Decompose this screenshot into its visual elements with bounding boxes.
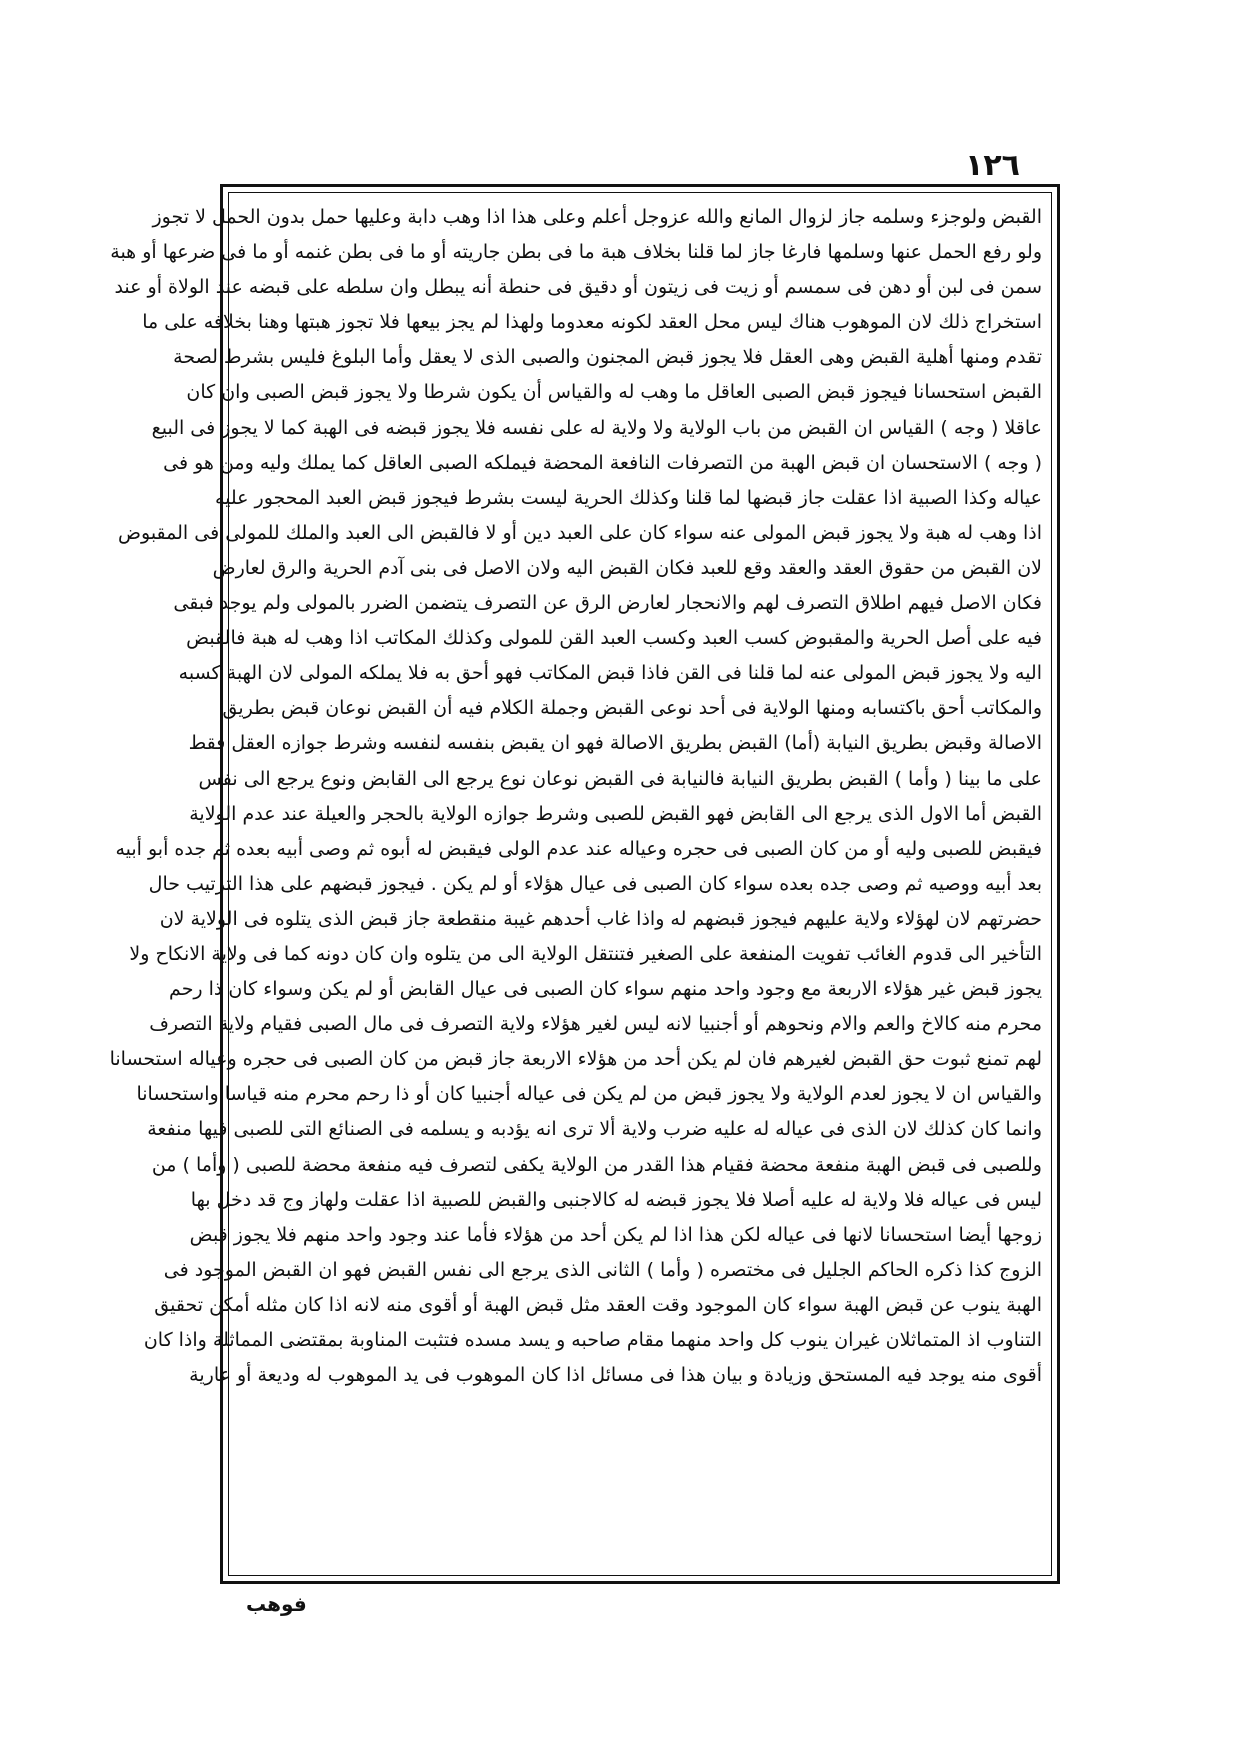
text-line: سمن فى لبن أو دهن فى سمسم أو زيت فى زيتون أو دقيق فى حنطة أنه يبطل وان سلطه على قبضه عند الولاة أو عند: [114, 276, 1042, 299]
catchword: فوهب: [246, 1592, 307, 1616]
text-line: لان القبض من حقوق العقد والعقد وقع للعبد فكان القبض اليه ولان الاصل فى بنى آدم الحرية والرق لعارض: [212, 556, 1042, 579]
text-line: أقوى منه يوجد فيه المستحق وزيادة و بيان هذا فى مسائل اذا كان الموهوب فى يد الموهوب له وديعة أو عارية: [189, 1364, 1042, 1387]
text-line: وللصبى فى قبض الهبة منفعة محضة فقيام هذا القدر من الولاية يكفى لتصرف فيه منفعة محضة للصبى ( وأما ) من: [151, 1153, 1042, 1176]
text-line: وانما كان كذلك لان الذى فى عياله له عليه ضرب ولاية ألا ترى انه يؤدبه و يسلمه فى الصنائع التى للصبى فيها منفعة: [147, 1118, 1042, 1141]
text-line: على ما بينا ( وأما ) القبض بطريق النيابة فالنيابة فى القبض نوعان نوع يرجع الى القابض ونوع يرجع الى نفس: [198, 767, 1042, 790]
text-line: يجوز قبض غير هؤلاء الاربعة مع وجود واحد منهم سواء كان الصبى فى عيال القابض أو لم يكن وسواء كان ذا رحم: [169, 978, 1042, 1001]
text-line: القبض استحسانا فيجوز قبض الصبى العاقل ما وهب له والقياس أن يكون شرطا ولا يجوز قبض الصبى وان كان: [186, 381, 1042, 404]
text-line: والمكاتب أحق باكتسابه ومنها الولاية فى أحد نوعى القبض وجملة الكلام فيه أن القبض نوعان قبض بطريق: [222, 697, 1042, 720]
page-number: ١٢٦: [965, 148, 1020, 183]
text-line: الزوج كذا ذكره الحاكم الجليل فى مختصره ( وأما ) الثانى الذى يرجع الى نفس القبض فهو ان القبض الموجود فى: [163, 1258, 1042, 1281]
text-line: التأخير الى قدوم الغائب تفويت المنفعة على الصغير فتنتقل الولاية الى من يتلوه وان كان دونه كما فى ولاية الانكاح ولا: [129, 942, 1042, 965]
text-line: القبض أما الاول الذى يرجع الى القابض فهو القبض للصبى وشرط جوازه الولاية بالحجر والعيلة عند عدم الولاية: [189, 802, 1042, 825]
text-line: بعد أبيه ووصيه ثم وصى جده بعده سواء كان الصبى فى عيال هؤلاء أو لم يكن . فيجوز قبضهم على هذا الترتيب حال: [148, 872, 1042, 895]
text-line: اليه ولا يجوز قبض المولى عنه لما قلنا فى القن فاذا قبض المكاتب فهو أحق به فلا يملكه المولى لان الهبة كسبه: [178, 662, 1042, 685]
text-line: فكان الاصل فيهم اطلاق التصرف لهم والانحجار لعارض الرق عن التصرف يتضمن الضرر بالمولى ولم يوجد فبقى: [173, 592, 1042, 615]
text-line: فيقبض للصبى وليه أو من كان الصبى فى حجره وعياله عند عدم الولى فيقبض له أبوه ثم وصى أبيه بعده ثم جده أبو أبيه: [115, 837, 1042, 860]
main-text-block: [109, 200, 1042, 1572]
text-line: لهم تمنع ثبوت حق القبض لغيرهم فان لم يكن أحد من هؤلاء الاربعة جاز قبض من كان الصبى فى حجره وعياله استحسانا: [109, 1048, 1042, 1071]
text-line: ليس فى عياله فلا ولاية له عليه أصلا فلا يجوز قبضه له كالاجنبى والقبض للصبية اذا عقلت ولهاز وج قد دخل بها: [190, 1188, 1042, 1211]
text-line: عاقلا ( وجه ) القياس ان القبض من باب الولاية ولا ولاية له على نفسه فلا يجوز قبضه فى الهبة كما لا يجوز فى البيع: [151, 416, 1042, 439]
text-line: القبض ولوجزء وسلمه جاز لزوال المانع والله عزوجل أعلم وعلى هذا اذا وهب دابة وعليها حمل بدون الحمل لا تجوز: [152, 206, 1042, 228]
text-line: الهبة ينوب عن قبض الهبة سواء كان الموجود وقت العقد مثل قبض الهبة أو أقوى منه لانه اذا كان مثله أمكن تحقيق: [154, 1293, 1042, 1316]
text-line: عياله وكذا الصبية اذا عقلت جاز قبضها لما قلنا وكذلك الحرية ليست بشرط فيجوز قبض العبد المحجور عليه: [214, 486, 1042, 509]
text-line: استخراج ذلك لان الموهوب هناك ليس محل العقد لكونه معدوما ولهذا لم يجز بيعها فلا تجوز هبتها وهنا بخلافه على ما: [142, 311, 1042, 334]
text-line: فيه على أصل الحرية والمقبوض كسب العبد وكسب العبد القن للمولى وكذلك المكاتب اذا وهب له هبة فالقبض: [186, 627, 1042, 650]
text-line: ولو رفع الحمل عنها وسلمها فارغا جاز لما قلنا بخلاف هبة ما فى بطن جاريته أو ما فى بطن غنمه أو ما فى ضرعها أو هبة: [110, 241, 1042, 264]
text-line: تقدم ومنها أهلية القبض وهى العقل فلا يجوز قبض المجنون والصبى الذى لا يعقل وأما البلوغ فليس بشرط لصحة: [173, 346, 1042, 369]
text-line: التناوب اذ المتماثلان غيران ينوب كل واحد منهما مقام صاحبه و يسد مسده فتثبت المناوبة بمقتضى المماثلة واذا كان: [143, 1329, 1042, 1351]
text-line: والقياس ان لا يجوز لعدم الولاية ولا يجوز قبض من لم يكن فى عياله أجنبيا كان أو ذا رحم محرم منه قياسا واستحسانا: [136, 1083, 1042, 1106]
text-line: حضرتهم لان لهؤلاء ولاية عليهم فيجوز قبضهم له واذا غاب أحدهم غيبة منقطعة جاز قبض الذى يتلوه فى الولاية لان: [159, 907, 1042, 930]
text-line: زوجها أيضا استحسانا لانها فى عياله لكن هذا اذا لم يكن أحد من هؤلاء فأما عند وجود واحد منهم فلا يجوز قبض: [189, 1223, 1042, 1246]
text-line: الاصالة وقبض بطريق النيابة (أما) القبض بطريق الاصالة فهو ان يقبض بنفسه لنفسه وشرط جوازه العقل فقط: [188, 732, 1042, 755]
text-line: اذا وهب له هبة ولا يجوز قبض المولى عنه سواء كان على العبد دين أو لا فالقبض الى العبد والملك للمولى فى المقبوض: [118, 521, 1042, 544]
text-line: محرم منه كالاخ والعم والام ونحوهم أو أجنبيا لانه ليس لغير هؤلاء ولاية التصرف فى مال الصبى فقيام ولاية التصرف: [149, 1013, 1042, 1036]
text-line: ( وجه ) الاستحسان ان قبض الهبة من التصرفات النافعة المحضة فيملكه الصبى العاقل كما يملك وليه ومن هو فى: [163, 451, 1042, 474]
